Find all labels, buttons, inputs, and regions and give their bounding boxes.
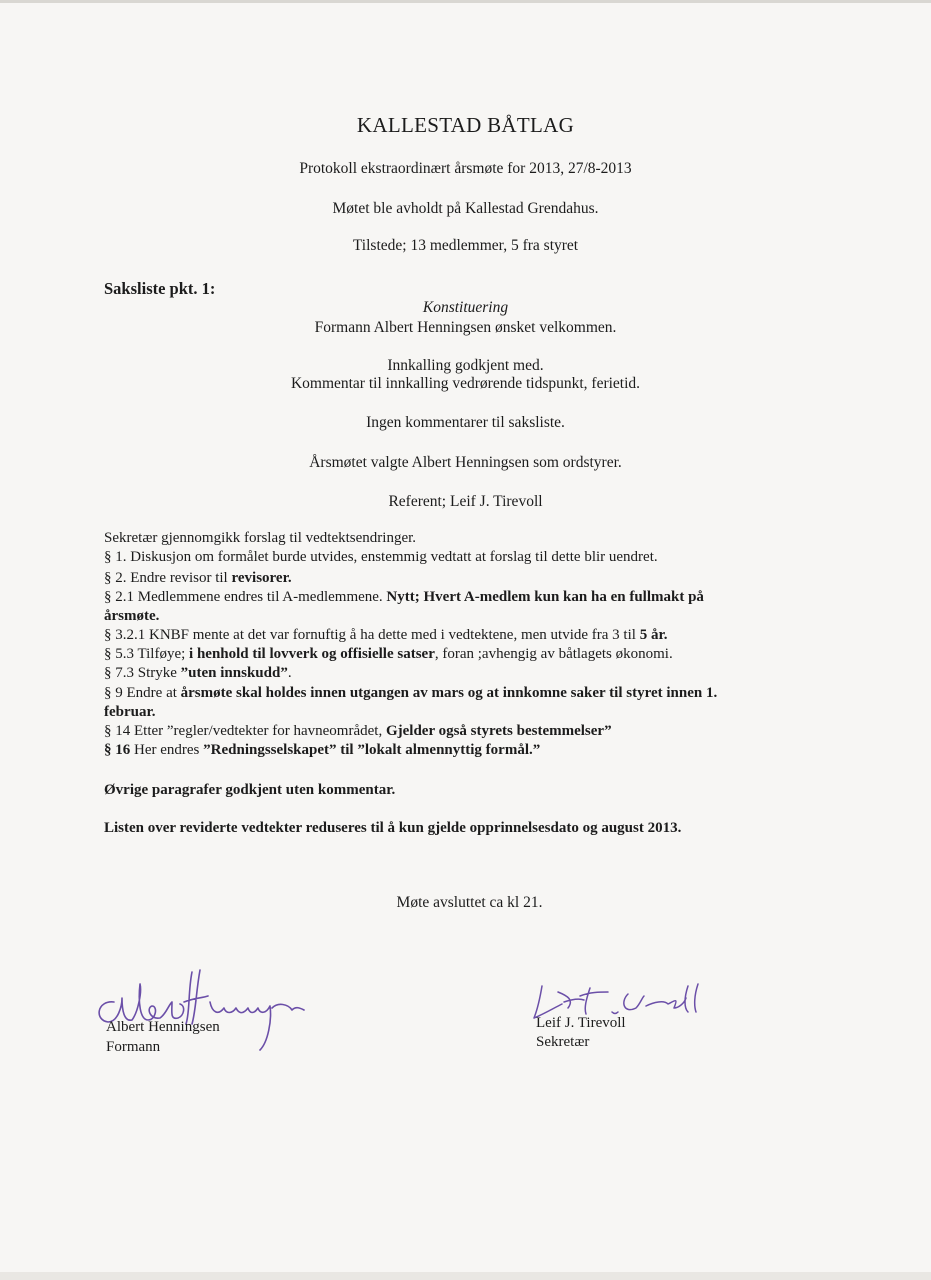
signer-2-name: Leif J. Tirevoll bbox=[536, 1015, 626, 1031]
protocol-heading: Protokoll ekstraordinært årsmøte for 2013, 27/8-2013 bbox=[299, 160, 632, 177]
document-title: KALLESTAD BÅTLAG bbox=[356, 113, 575, 137]
paragraph-5-3-text: § 5.3 Tilføye; bbox=[104, 646, 190, 662]
paragraph-2-1 bbox=[104, 589, 704, 606]
constitution-heading: Konstituering bbox=[422, 299, 509, 316]
notice-approved: Innkalling godkjent med. bbox=[387, 357, 544, 374]
meeting-closed: Møte avsluttet ca kl 21. bbox=[396, 894, 543, 911]
paragraph-16-bold: ”Redningsselskapet” til ”lokalt almennyttig formål.” bbox=[203, 742, 541, 758]
minutes-taker: Referent; Leif J. Tirevoll bbox=[388, 493, 543, 510]
paragraph-2 bbox=[104, 570, 292, 587]
paragraph-16-text: Her endres bbox=[134, 742, 204, 758]
paragraph-2-1-cont: årsmøte. bbox=[104, 608, 160, 624]
paragraph-2-text: § 2. Endre revisor til bbox=[104, 570, 232, 586]
paragraph-7-3-text: § 7.3 Stryke bbox=[104, 665, 181, 681]
paragraph-1: § 1. Diskusjon om formålet burde utvides, enstemmig vedtatt at forslag til dette blir uendret. bbox=[104, 549, 658, 565]
paragraph-3-2-1-bold: 5 år. bbox=[639, 627, 668, 643]
paragraph-2-bold: revisorer. bbox=[231, 570, 292, 586]
chair-elected: Årsmøtet valgte Albert Henningsen som ordstyrer. bbox=[309, 454, 622, 471]
paragraph-14-bold: Gjelder også styrets bestemmelser” bbox=[385, 723, 612, 739]
agenda-heading: Saksliste pkt. 1: bbox=[104, 279, 216, 298]
signer-1-name: Albert Henningsen bbox=[106, 1019, 220, 1035]
paragraph-9 bbox=[104, 685, 717, 702]
paragraph-7-3 bbox=[104, 665, 292, 682]
scan-edge-bottom bbox=[0, 1272, 931, 1280]
paragraph-5-3 bbox=[104, 646, 673, 663]
paragraph-14-text: § 14 Etter ”regler/vedtekter for havneområdet, bbox=[104, 723, 386, 739]
paragraph-3-2-1-text: § 3.2.1 KNBF mente at det var fornuftig å ha dette med i vedtektene, men utvide fra 3 til bbox=[104, 627, 640, 643]
paragraph-3-2-1 bbox=[104, 627, 667, 644]
meeting-location: Møtet ble avholdt på Kallestad Grendahus. bbox=[332, 200, 599, 217]
paragraph-5-3-tail: , foran ;avhengig av båtlagets økonomi. bbox=[434, 646, 673, 662]
paragraph-9-cont: februar. bbox=[104, 704, 156, 720]
attendance: Tilstede; 13 medlemmer, 5 fra styret bbox=[352, 237, 579, 254]
revised-list-note: Listen over reviderte vedtekter reduseres til å kun gjelde opprinnelsesdato og august 2013. bbox=[104, 820, 682, 836]
paragraph-2-1-text: § 2.1 Medlemmene endres til A-medlemmene. bbox=[104, 589, 387, 605]
paragraph-2-1-bold: Nytt; Hvert A-medlem kun kan ha en fullmakt på bbox=[386, 589, 704, 605]
paragraph-7-3-bold: ”uten innskudd” bbox=[180, 665, 288, 681]
secretary-intro: Sekretær gjennomgikk forslag til vedtektsendringer. bbox=[104, 530, 417, 546]
paragraph-16-num: § 16 bbox=[104, 742, 134, 758]
paragraph-9-text: § 9 Endre at bbox=[104, 685, 181, 701]
paragraph-9-bold: årsmøte skal holdes innen utgangen av mars og at innkomne saker til styret innen 1. bbox=[180, 685, 718, 701]
scan-edge-top bbox=[0, 0, 931, 3]
agenda-comment: Ingen kommentarer til saksliste. bbox=[366, 414, 565, 431]
paragraph-7-3-tail: . bbox=[287, 665, 292, 681]
paragraph-16 bbox=[104, 742, 540, 759]
signer-1-role: Formann bbox=[106, 1039, 161, 1055]
paragraph-14 bbox=[104, 723, 612, 740]
other-paragraphs: Øvrige paragrafer godkjent uten kommentar. bbox=[104, 782, 396, 798]
notice-comment: Kommentar til innkalling vedrørende tidspunkt, ferietid. bbox=[290, 375, 641, 392]
paragraph-5-3-bold: i henhold til lovverk og offisielle satser bbox=[189, 646, 435, 662]
signer-2-role: Sekretær bbox=[536, 1034, 590, 1050]
welcome-line: Formann Albert Henningsen ønsket velkommen. bbox=[314, 319, 617, 336]
